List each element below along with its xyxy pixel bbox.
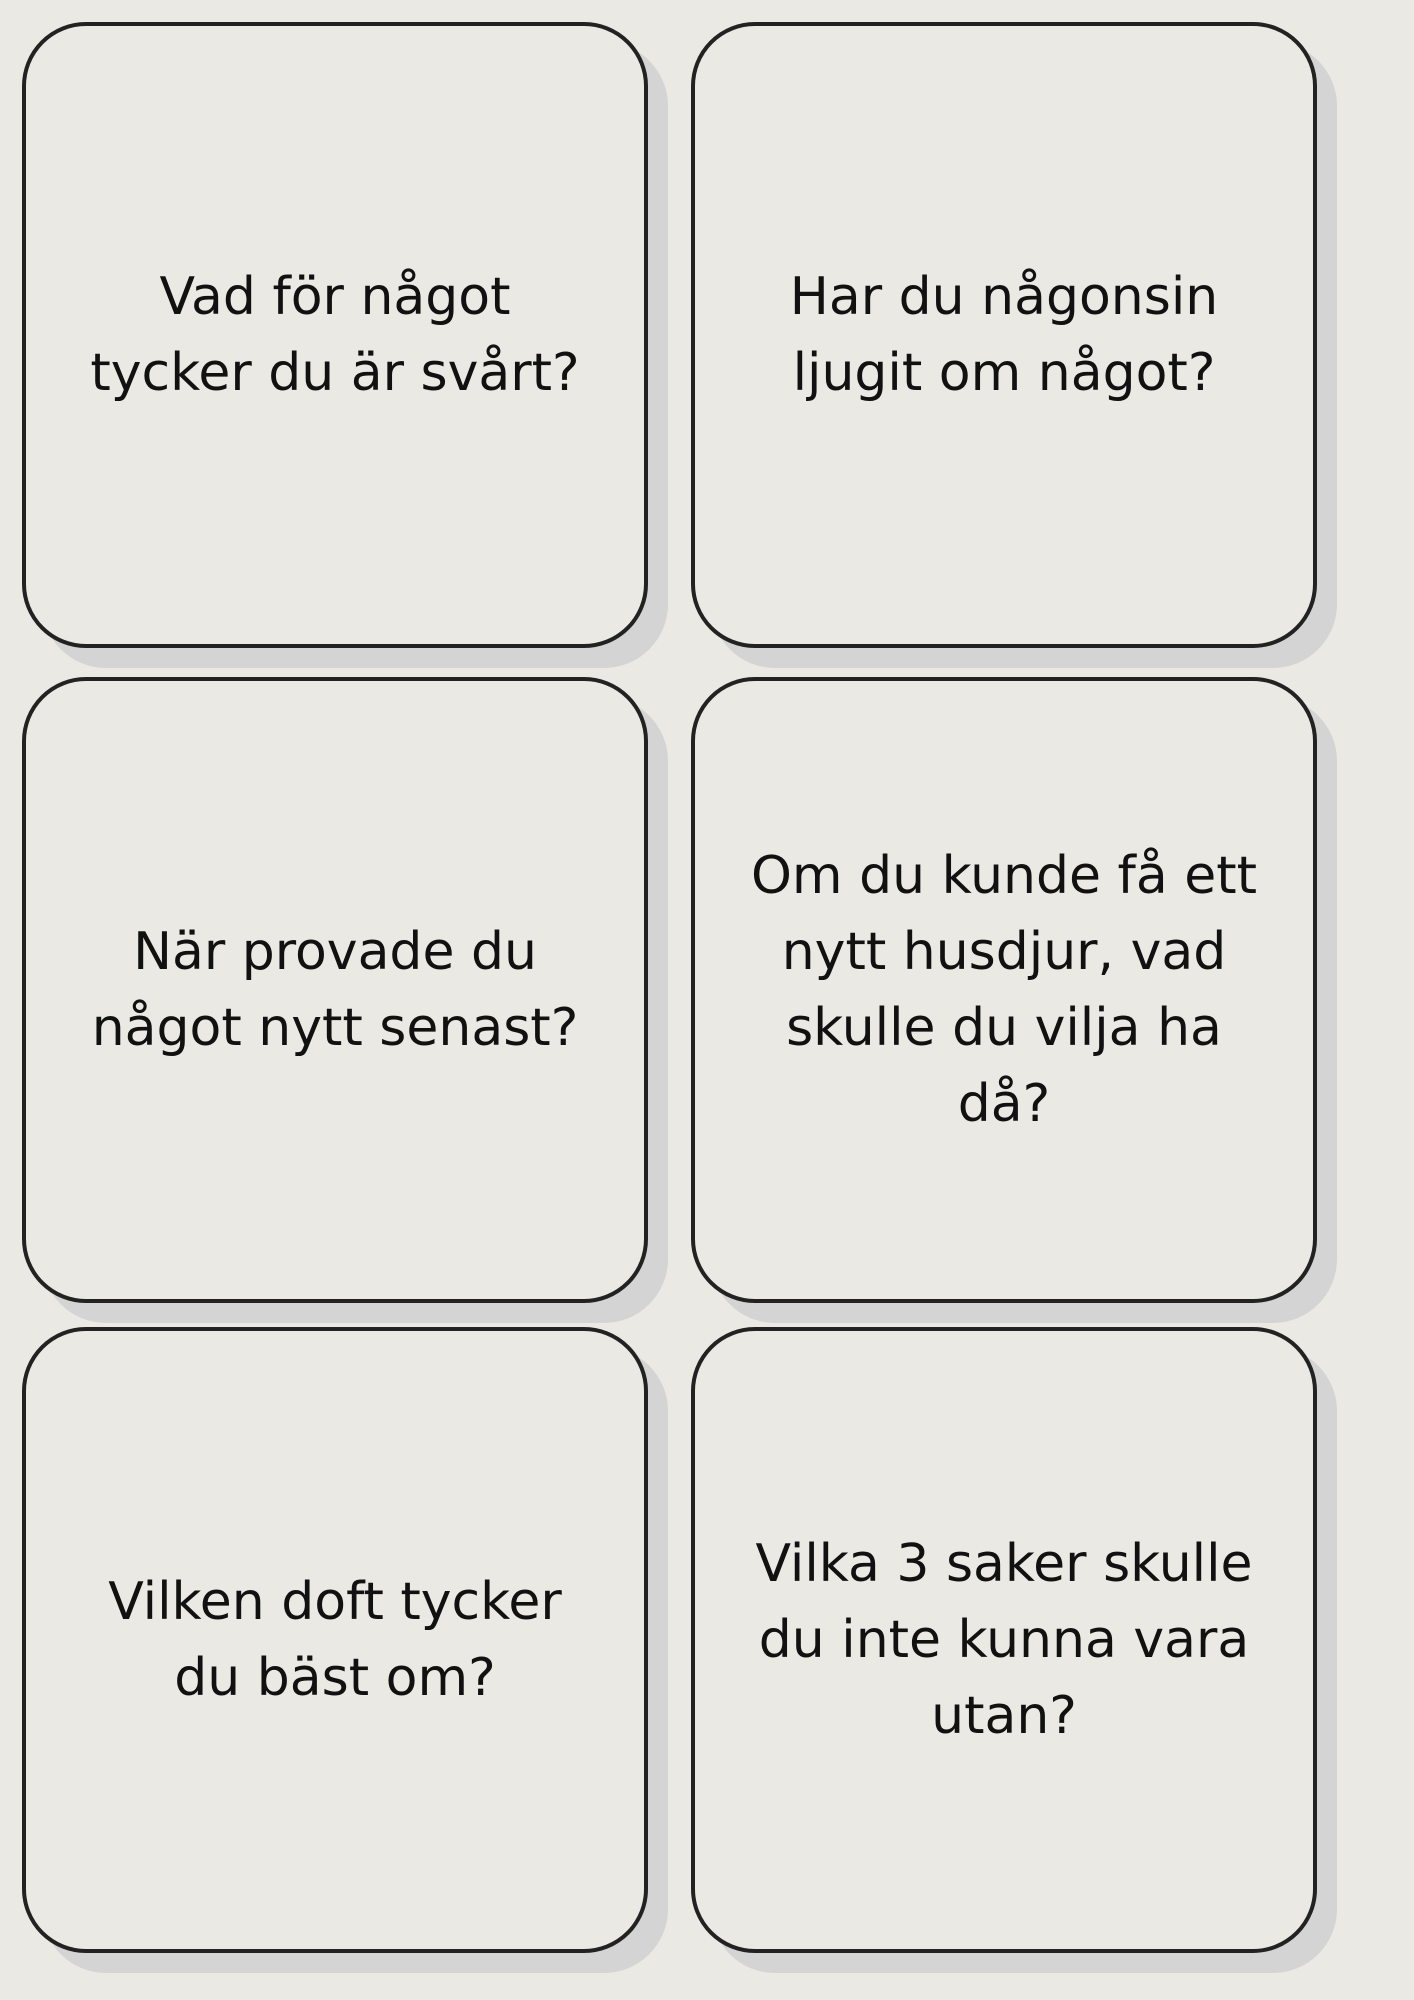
question-card (22, 1327, 648, 1953)
question-text: Vad för något tycker du är svårt? (90, 267, 580, 403)
question-text: Har du någonsin ljugit om något? (789, 267, 1219, 403)
question-card (691, 22, 1317, 648)
question-card (22, 677, 648, 1303)
question-card (22, 22, 648, 648)
question-card (691, 677, 1317, 1303)
question-text: Om du kunde få ett nytt husdjur, vad skulle du vilja ha då? (750, 846, 1258, 1134)
question-card (691, 1327, 1317, 1953)
question-text: Vilka 3 saker skulle du inte kunna vara utan? (755, 1534, 1253, 1746)
question-text: Vilken doft tycker du bäst om? (108, 1572, 562, 1708)
question-text: När provade du något nytt senast? (91, 922, 579, 1058)
